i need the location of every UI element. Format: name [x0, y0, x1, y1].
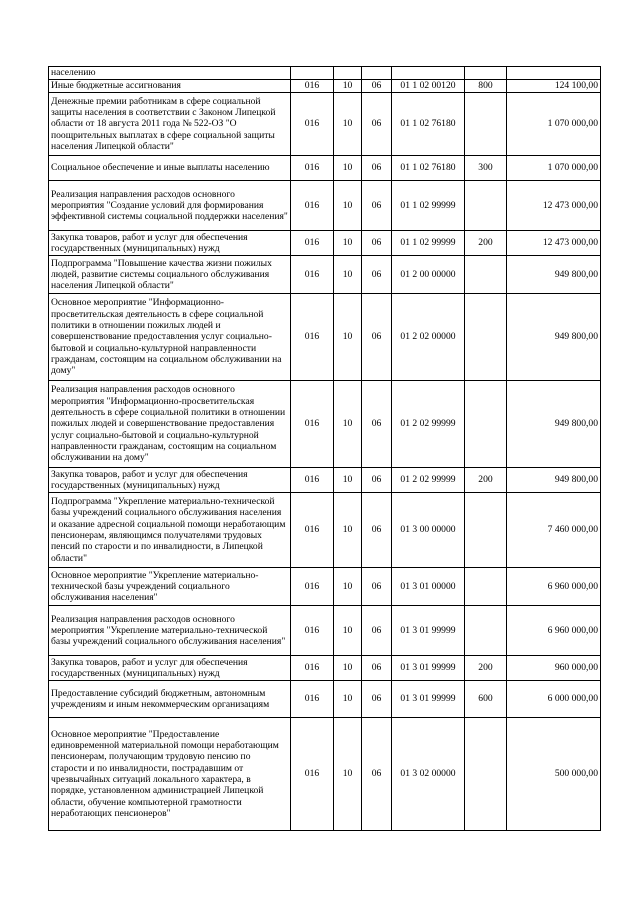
cell-department-code: [291, 67, 334, 80]
cell-subsection-code: [362, 67, 392, 80]
cell-expense-type: [465, 181, 507, 231]
cell-name: Иные бюджетные ассигнования: [49, 80, 291, 93]
cell-amount: 6 000 000,00: [507, 681, 601, 718]
cell-expense-type: [465, 568, 507, 606]
cell-section-code: 10: [334, 181, 362, 231]
cell-target-article: 01 3 01 99999: [392, 606, 465, 656]
cell-section-code: 10: [334, 681, 362, 718]
cell-amount: 949 800,00: [507, 381, 601, 468]
cell-name: Предоставление субсидий бюджетным, автономным учреждениям и иным некоммерческим организациям: [49, 681, 291, 718]
cell-section-code: [334, 67, 362, 80]
cell-subsection-code: 06: [362, 381, 392, 468]
cell-subsection-code: 06: [362, 681, 392, 718]
cell-target-article: 01 1 02 99999: [392, 181, 465, 231]
cell-target-article: 01 1 02 76180: [392, 156, 465, 181]
table-row: [49, 256, 601, 294]
cell-department-code: 016: [291, 468, 334, 493]
cell-section-code: 10: [334, 93, 362, 156]
cell-target-article: 01 1 02 00120: [392, 80, 465, 93]
cell-amount: [507, 67, 601, 80]
cell-subsection-code: 06: [362, 718, 392, 831]
cell-amount: 124 100,00: [507, 80, 601, 93]
cell-expense-type: [465, 718, 507, 831]
cell-amount: 1 070 000,00: [507, 156, 601, 181]
cell-section-code: 10: [334, 294, 362, 381]
cell-section-code: 10: [334, 468, 362, 493]
cell-name: Основное мероприятие "Предоставление единовременной материальной помощи неработающим пенсионерам, получающим трудовую пенсию по старости и по инвалидности, пострадавшим от чрезвычайных ситуаций локального характера, в порядке, установленном администрацией Липецкой области, обучение компьютерной грамотности неработающих пенсионеров": [49, 718, 291, 831]
cell-amount: 7 460 000,00: [507, 493, 601, 568]
cell-section-code: 10: [334, 231, 362, 256]
cell-expense-type: 600: [465, 681, 507, 718]
cell-section-code: 10: [334, 381, 362, 468]
cell-subsection-code: 06: [362, 181, 392, 231]
cell-expense-type: [465, 381, 507, 468]
cell-department-code: 016: [291, 80, 334, 93]
cell-target-article: 01 3 00 00000: [392, 493, 465, 568]
cell-expense-type: [465, 67, 507, 80]
cell-department-code: 016: [291, 381, 334, 468]
cell-expense-type: 200: [465, 468, 507, 493]
cell-name: Реализация направления расходов основного мероприятия "Создание условий для формирования эффективной системы социальной поддержки населения": [49, 181, 291, 231]
cell-name: Основное мероприятие "Укрепление материально-технической базы учреждений социального обслуживания населения": [49, 568, 291, 606]
cell-department-code: 016: [291, 568, 334, 606]
cell-subsection-code: 06: [362, 231, 392, 256]
cell-expense-type: 200: [465, 656, 507, 681]
cell-section-code: 10: [334, 718, 362, 831]
cell-department-code: 016: [291, 681, 334, 718]
cell-target-article: 01 2 02 99999: [392, 381, 465, 468]
cell-target-article: 01 2 00 00000: [392, 256, 465, 294]
cell-amount: 12 473 000,00: [507, 231, 601, 256]
cell-target-article: 01 2 02 99999: [392, 468, 465, 493]
cell-department-code: 016: [291, 493, 334, 568]
cell-amount: 500 000,00: [507, 718, 601, 831]
cell-department-code: 016: [291, 156, 334, 181]
table-row: [49, 381, 601, 468]
table-row: [49, 606, 601, 656]
cell-target-article: 01 1 02 76180: [392, 93, 465, 156]
cell-name: Реализация направления расходов основного мероприятия "Информационно-просветительская деятельность в сфере социальной политики в отношении пожилых людей и совершенствование предоставления услуг социально-бытовой и социально-культурной направленности гражданам, состоящим на социальном обслуживании на дому": [49, 381, 291, 468]
cell-department-code: 016: [291, 718, 334, 831]
cell-amount: 6 960 000,00: [507, 606, 601, 656]
cell-name: Денежные премии работникам в сфере социальной защиты населения в соответствии с Законом Липецкой области от 18 августа 2011 года № 522-ОЗ "О поощрительных выплатах в сфере социальной защиты населения Липецкой области": [49, 93, 291, 156]
cell-subsection-code: 06: [362, 493, 392, 568]
cell-department-code: 016: [291, 606, 334, 656]
table-row: [49, 231, 601, 256]
table-row: [49, 181, 601, 231]
cell-section-code: 10: [334, 80, 362, 93]
cell-expense-type: [465, 606, 507, 656]
cell-section-code: 10: [334, 568, 362, 606]
budget-table: [48, 66, 601, 831]
cell-target-article: 01 3 01 00000: [392, 568, 465, 606]
cell-subsection-code: 06: [362, 256, 392, 294]
cell-department-code: 016: [291, 93, 334, 156]
cell-section-code: 10: [334, 606, 362, 656]
table-row: [49, 681, 601, 718]
cell-target-article: 01 1 02 99999: [392, 231, 465, 256]
cell-subsection-code: 06: [362, 156, 392, 181]
cell-expense-type: 800: [465, 80, 507, 93]
table-row: [49, 493, 601, 568]
cell-name: Закупка товаров, работ и услуг для обеспечения государственных (муниципальных) нужд: [49, 468, 291, 493]
cell-target-article: [392, 67, 465, 80]
cell-subsection-code: 06: [362, 656, 392, 681]
cell-section-code: 10: [334, 256, 362, 294]
cell-name: Закупка товаров, работ и услуг для обеспечения государственных (муниципальных) нужд: [49, 231, 291, 256]
cell-department-code: 016: [291, 256, 334, 294]
cell-name: Социальное обеспечение и иные выплаты населению: [49, 156, 291, 181]
cell-target-article: 01 3 01 99999: [392, 656, 465, 681]
cell-amount: 949 800,00: [507, 468, 601, 493]
cell-name: Закупка товаров, работ и услуг для обеспечения государственных (муниципальных) нужд: [49, 656, 291, 681]
cell-expense-type: [465, 294, 507, 381]
cell-target-article: 01 2 02 00000: [392, 294, 465, 381]
cell-department-code: 016: [291, 231, 334, 256]
cell-target-article: 01 3 02 00000: [392, 718, 465, 831]
table-row: [49, 718, 601, 831]
table-row: [49, 468, 601, 493]
cell-section-code: 10: [334, 493, 362, 568]
cell-amount: 949 800,00: [507, 294, 601, 381]
cell-subsection-code: 06: [362, 80, 392, 93]
table-row: [49, 568, 601, 606]
cell-subsection-code: 06: [362, 294, 392, 381]
budget-table-body: [49, 67, 601, 831]
cell-name: Подпрограмма "Повышение качества жизни пожилых людей, развитие системы социального обслуживания населения Липецкой области": [49, 256, 291, 294]
cell-subsection-code: 06: [362, 93, 392, 156]
cell-amount: 1 070 000,00: [507, 93, 601, 156]
cell-name: Основное мероприятие "Информационно-просветительская деятельность в сфере социальной политики в отношении пожилых людей и совершенствование предоставления услуг социально-бытовой и социально-культурной направленности гражданам, состоящим на социальном обслуживании на дому": [49, 294, 291, 381]
cell-name: Реализация направления расходов основного мероприятия "Укрепление материально-технической базы учреждений социального обслуживания населения": [49, 606, 291, 656]
cell-amount: 949 800,00: [507, 256, 601, 294]
cell-department-code: 016: [291, 294, 334, 381]
cell-amount: 6 960 000,00: [507, 568, 601, 606]
cell-amount: 12 473 000,00: [507, 181, 601, 231]
table-row: [49, 656, 601, 681]
cell-section-code: 10: [334, 656, 362, 681]
cell-amount: 960 000,00: [507, 656, 601, 681]
cell-subsection-code: 06: [362, 468, 392, 493]
cell-subsection-code: 06: [362, 606, 392, 656]
table-row: [49, 80, 601, 93]
cell-name: населению: [49, 67, 291, 80]
cell-expense-type: [465, 493, 507, 568]
table-row: [49, 156, 601, 181]
cell-expense-type: [465, 93, 507, 156]
cell-name: Подпрограмма "Укрепление материально-технической базы учреждений социального обслуживания населения и оказание адресной социальной помощи неработающим пенсионерам, являющимся получателями трудовых пенсий по старости и по инвалидности, в Липецкой области": [49, 493, 291, 568]
cell-expense-type: 300: [465, 156, 507, 181]
cell-section-code: 10: [334, 156, 362, 181]
table-row: [49, 294, 601, 381]
cell-department-code: 016: [291, 181, 334, 231]
cell-subsection-code: 06: [362, 568, 392, 606]
cell-department-code: 016: [291, 656, 334, 681]
table-row: [49, 93, 601, 156]
cell-expense-type: 200: [465, 231, 507, 256]
document-page: [48, 66, 600, 831]
cell-expense-type: [465, 256, 507, 294]
cell-target-article: 01 3 01 99999: [392, 681, 465, 718]
table-row: [49, 67, 601, 80]
